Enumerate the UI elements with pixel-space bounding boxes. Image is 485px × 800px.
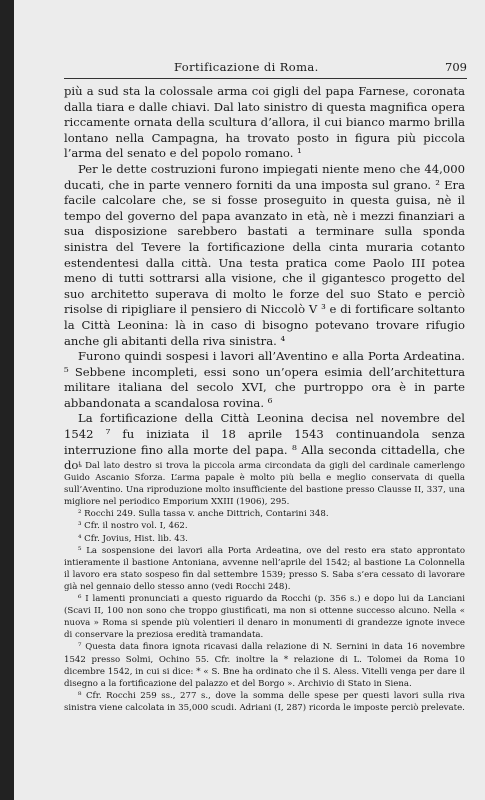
paragraph: Furono quindi sospesi i lavori all’Aventino e alla Porta Ardeatina. ⁵ Sebbene incompleti, essi sono un’opera esimia dell’architettura militare italiana del secolo XVI, che purtroppo ora è in parte abbandonata a scandalosa rovina. ⁶: [64, 349, 465, 410]
footnote: ⁸ Cfr. Rocchi 259 ss., 277 s., dove la somma delle spese per questi lavori sulla riva sinistra viene calcolata in 35,000 scudi. Adriani (I, 287) ricorda le imposte perciò prelevate.: [64, 690, 465, 713]
footnote: ⁵ La sospensione dei lavori alla Porta Ardeatina, ove del resto era stato approntato intieramente il bastione Antoniana, avvenne nell’aprile del 1542; al bastione La Colonnella il lavoro era stato sospeso fin dal settembre 1539; presso S. Saba s’era cessato di lavorare già nel gennaio dello stesso anno (vedi Rocchi 248).: [64, 545, 465, 592]
footnotes: [64, 460, 465, 714]
main-text: [64, 84, 465, 474]
paragraph: La fortificazione della Città Leonina decisa nel novembre del 1542 ⁷ fu iniziata il 18 aprile 1543 continuandola senza interruzione fino alla morte del papa. ⁸ Alla seconda cittadella, che do-: [64, 411, 465, 473]
footnote: ² Rocchi 249. Sulla tassa v. anche Dittrich, Contarini 348.: [78, 509, 329, 520]
footnote: ⁶ I lamenti pronunciati a questo riguardo da Rocchi (p. 356 s.) e dopo lui da Lanciani (Scavi II, 100 non sono che troppo giustificati, ma non si ottenne successo alcuno. Nella « nuova » Roma si spende più volentieri il denaro in monumenti di grandezze ignote invece di conservare la preziosa eredità tramandata.: [64, 594, 465, 641]
footnote: ¹ Dal lato destro si trova la piccola arma circondata da gigli del cardinale camerlengo Guido Ascanio Sforza. L’arma papale è molto più bella e meglio conservata di quella sull’Aventino. Una riproduzione molto insufficiente del bastione presso Clausse II, 337, una migliore nel periodico Emporium XXIII (1906), 295.: [64, 461, 465, 508]
footnote: ³ Cfr. il nostro vol. I, 462.: [78, 521, 188, 532]
paragraph: Per le dette costruzioni furono impiegati niente meno che 44,000 ducati, che in parte vennero forniti da una imposta sul grano. ² Era facile calcolare che, se si fosse proseguito in questa guisa, nè il tempo del governo del papa avanzato in età, nè i mezzi finanziari a sua disposizione sarebbero bastati a terminare sulla sponda sinistra del Tevere la fortificazione della cinta muraria cotanto estendentesi dalla città. Una testa pratica come Paolo III potea meno di tutti sottrarsi alla visione, che il gigantesco progetto del suo architetto superava di molto le forze del suo Stato e perciò risolse di ripigliare il pensiero di Niccolò V ³ e di fortificare soltanto la Città Leonina: là in caso di bisogno potevano trovare rifugio anche gli abitanti della riva sinistra. ⁴: [64, 161, 465, 348]
running-title: Fortificazione di Roma.: [174, 60, 319, 74]
page-number: 709: [445, 60, 467, 74]
running-header: [64, 60, 467, 76]
paragraph: più a sud sta la colossale arma coi gigli del papa Farnese, coronata dalla tiara e dalle chiavi. Dal lato sinistro di questa magnifica opera riccamente ornata della scultura d’allora, il cui bianco marmo brilla lontano nella Campagna, ha trovato posto in figura più piccola l’arma del senato e del popolo romano. ¹: [64, 84, 465, 161]
footnote: ⁴ Cfr. Jovius, Hist. lib. 43.: [78, 533, 188, 544]
footnote: ⁷ Questa data finora ignota ricavasi dalla relazione di N. Sernini in data 16 novembre 1542 presso Solmi, Ochino 55. Cfr. inoltre la * relazione di L. Tolomei da Roma 10 dicembre 1542, in cui si dice: * « S. Bne ha ordinato che il S. Aless. Vitelli venga per dare il disegno a la fortificazione del palazzo et del Borgo ». Archivio di Stato in Siena.: [64, 642, 465, 689]
header-rule: [64, 78, 467, 79]
